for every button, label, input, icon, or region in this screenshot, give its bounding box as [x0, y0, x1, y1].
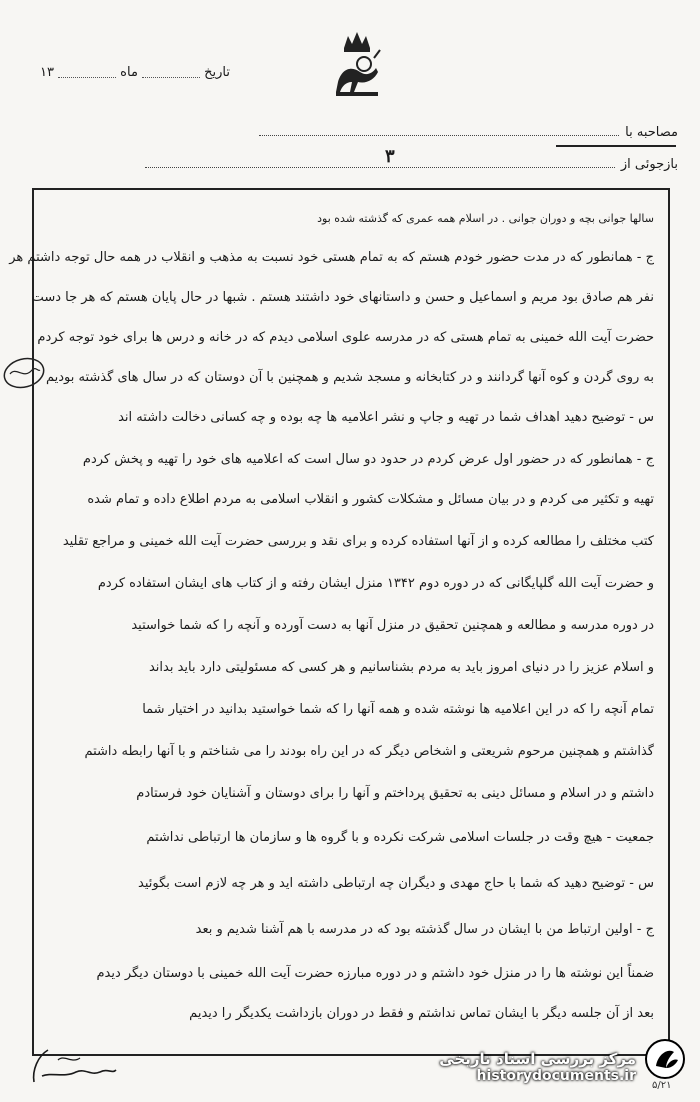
handwritten-line: به روی گردن و کوه آنها گردانند و در کتابخانه و مسجد شدیم و همچنین با آن دوستان که در سال های گذشته بودیم — [46, 370, 654, 385]
month-blank — [58, 67, 116, 78]
date-blank — [142, 67, 200, 78]
month-label: ماه — [120, 64, 138, 80]
handwritten-line: ج - اولین ارتباط من با ایشان در سال گذشته بود که در مدرسه با هم آشنا شدیم و بعد — [195, 922, 654, 937]
interrogation-of-field — [133, 150, 678, 172]
handwritten-signature-icon — [28, 1042, 120, 1088]
handwritten-line: س - توضیح دهید اهداف شما در تهیه و جاپ و نشر اعلامیه ها چه بوده و چه کسانی دخالت داشته اند — [118, 410, 654, 425]
interview-blank — [259, 134, 619, 136]
handwritten-line: ج - همانطور که در مدت حضور خودم هستم که به تمام هستی خود نسبت به مذهب و انقلاب در همه حال توجه داشتم هر — [9, 250, 654, 265]
year-prefix: ۱۳ — [40, 64, 54, 80]
watermark-url: historydocuments.ir — [476, 1068, 636, 1084]
document-number: ۵/۲۱ — [652, 1080, 672, 1091]
handwritten-line: سالها جوانی بچه و دوران جوانی . در اسلام همه عمری که گذشته شده بود — [317, 212, 654, 225]
archive-logo-icon — [644, 1038, 686, 1080]
interrogation-label: بازجوئی از — [620, 157, 678, 172]
divider — [556, 145, 676, 147]
handwritten-line: و اسلام عزیز را در دنیای امروز باید به مردم بشناسانیم و هر کسی که مسئولیتی دارد باید بداند — [148, 660, 654, 675]
interview-with-field — [238, 118, 678, 140]
handwritten-line: بعد از آن جلسه دیگر با ایشان تماس نداشتم و فقط در دوران بازداشت یکدیگر را دیدیم — [189, 1006, 654, 1021]
page-number: ۳ — [385, 146, 395, 167]
oval-stamp-icon — [2, 356, 46, 390]
handwritten-line: ج - همانطور که در حضور اول عرض کردم در حدود دو سال است که اعلامیه های خود را تهیه و پخش کردم — [82, 452, 654, 467]
handwritten-line: جمعیت - هیچ وقت در جلسات اسلامی شرکت نکرده و با گروه ها و سازمان ها ارتباطی نداشتم — [146, 830, 654, 845]
interrogation-blank — [145, 166, 615, 168]
handwritten-line: و حضرت آیت الله گلپایگانی که در دوره دوم ۱۳۴۲ منزل ایشان رفته و از کتاب های ایشان استفاده کردم — [97, 576, 654, 591]
handwritten-line: ضمناً این نوشته ها را در منزل خود داشتم و در دوره مبارزه حضرت آیت الله خمینی با دوستان دیگر دیدم — [96, 966, 654, 981]
handwritten-line: حضرت آیت الله خمینی به تمام هستی که در مدرسه علوی اسلامی دیدم که در خانه و درس ها برای خود توجه کردم — [37, 330, 654, 345]
archive-watermark — [439, 1050, 636, 1084]
lion-and-sun-emblem-icon — [330, 28, 384, 102]
interview-label: مصاحبه با — [625, 125, 678, 140]
handwritten-line: گذاشتم و همچنین مرحوم شریعتی و اشخاص دیگر که در این راه بودند را می شناختم و با آنها رابطه داشتم — [84, 744, 654, 759]
date-field — [40, 60, 230, 84]
handwritten-line: کتب مختلف را مطالعه کرده و از آنها استفاده کرده و برای نقد و بررسی حضرت آیت الله خمینی و مراجع تقلید — [62, 534, 654, 549]
date-label: تاریخ — [204, 64, 230, 80]
handwritten-line: نفر هم صادق بود مریم و اسماعیل و حسن و داستانهای خود داشتند هستم . شبها در حال پایان هستم که هر جا دست — [31, 290, 654, 305]
watermark-title: مرکز بررسی اسناد تاریخی — [439, 1050, 636, 1068]
handwritten-line: داشتم و در اسلام و مسائل دینی به تحقیق پرداختم و آنها را برای دوستان و آشنایان خود فرستادم — [136, 786, 654, 801]
handwritten-line: س - توضیح دهید که شما با حاج مهدی و دیگران چه ارتباطی داشته اید و هر چه لازم است بگوئید — [138, 876, 654, 891]
handwritten-line: تهیه و تکثیر می کردم و در بیان مسائل و مشکلات کشور و انقلاب اسلامی به مردم اطلاع داده و تمام شده — [87, 492, 654, 507]
handwritten-body-frame — [9, 188, 670, 1056]
handwritten-line: تمام آنچه را که در این اعلامیه ها نوشته شده و همه آنها را که شما خواستید بدانید در اختیار شما — [142, 702, 654, 717]
handwritten-line: در دوره مدرسه و مطالعه و همچنین تحقیق در منزل آنها به دست آورده و آنچه را که شما خواستید — [131, 618, 654, 633]
